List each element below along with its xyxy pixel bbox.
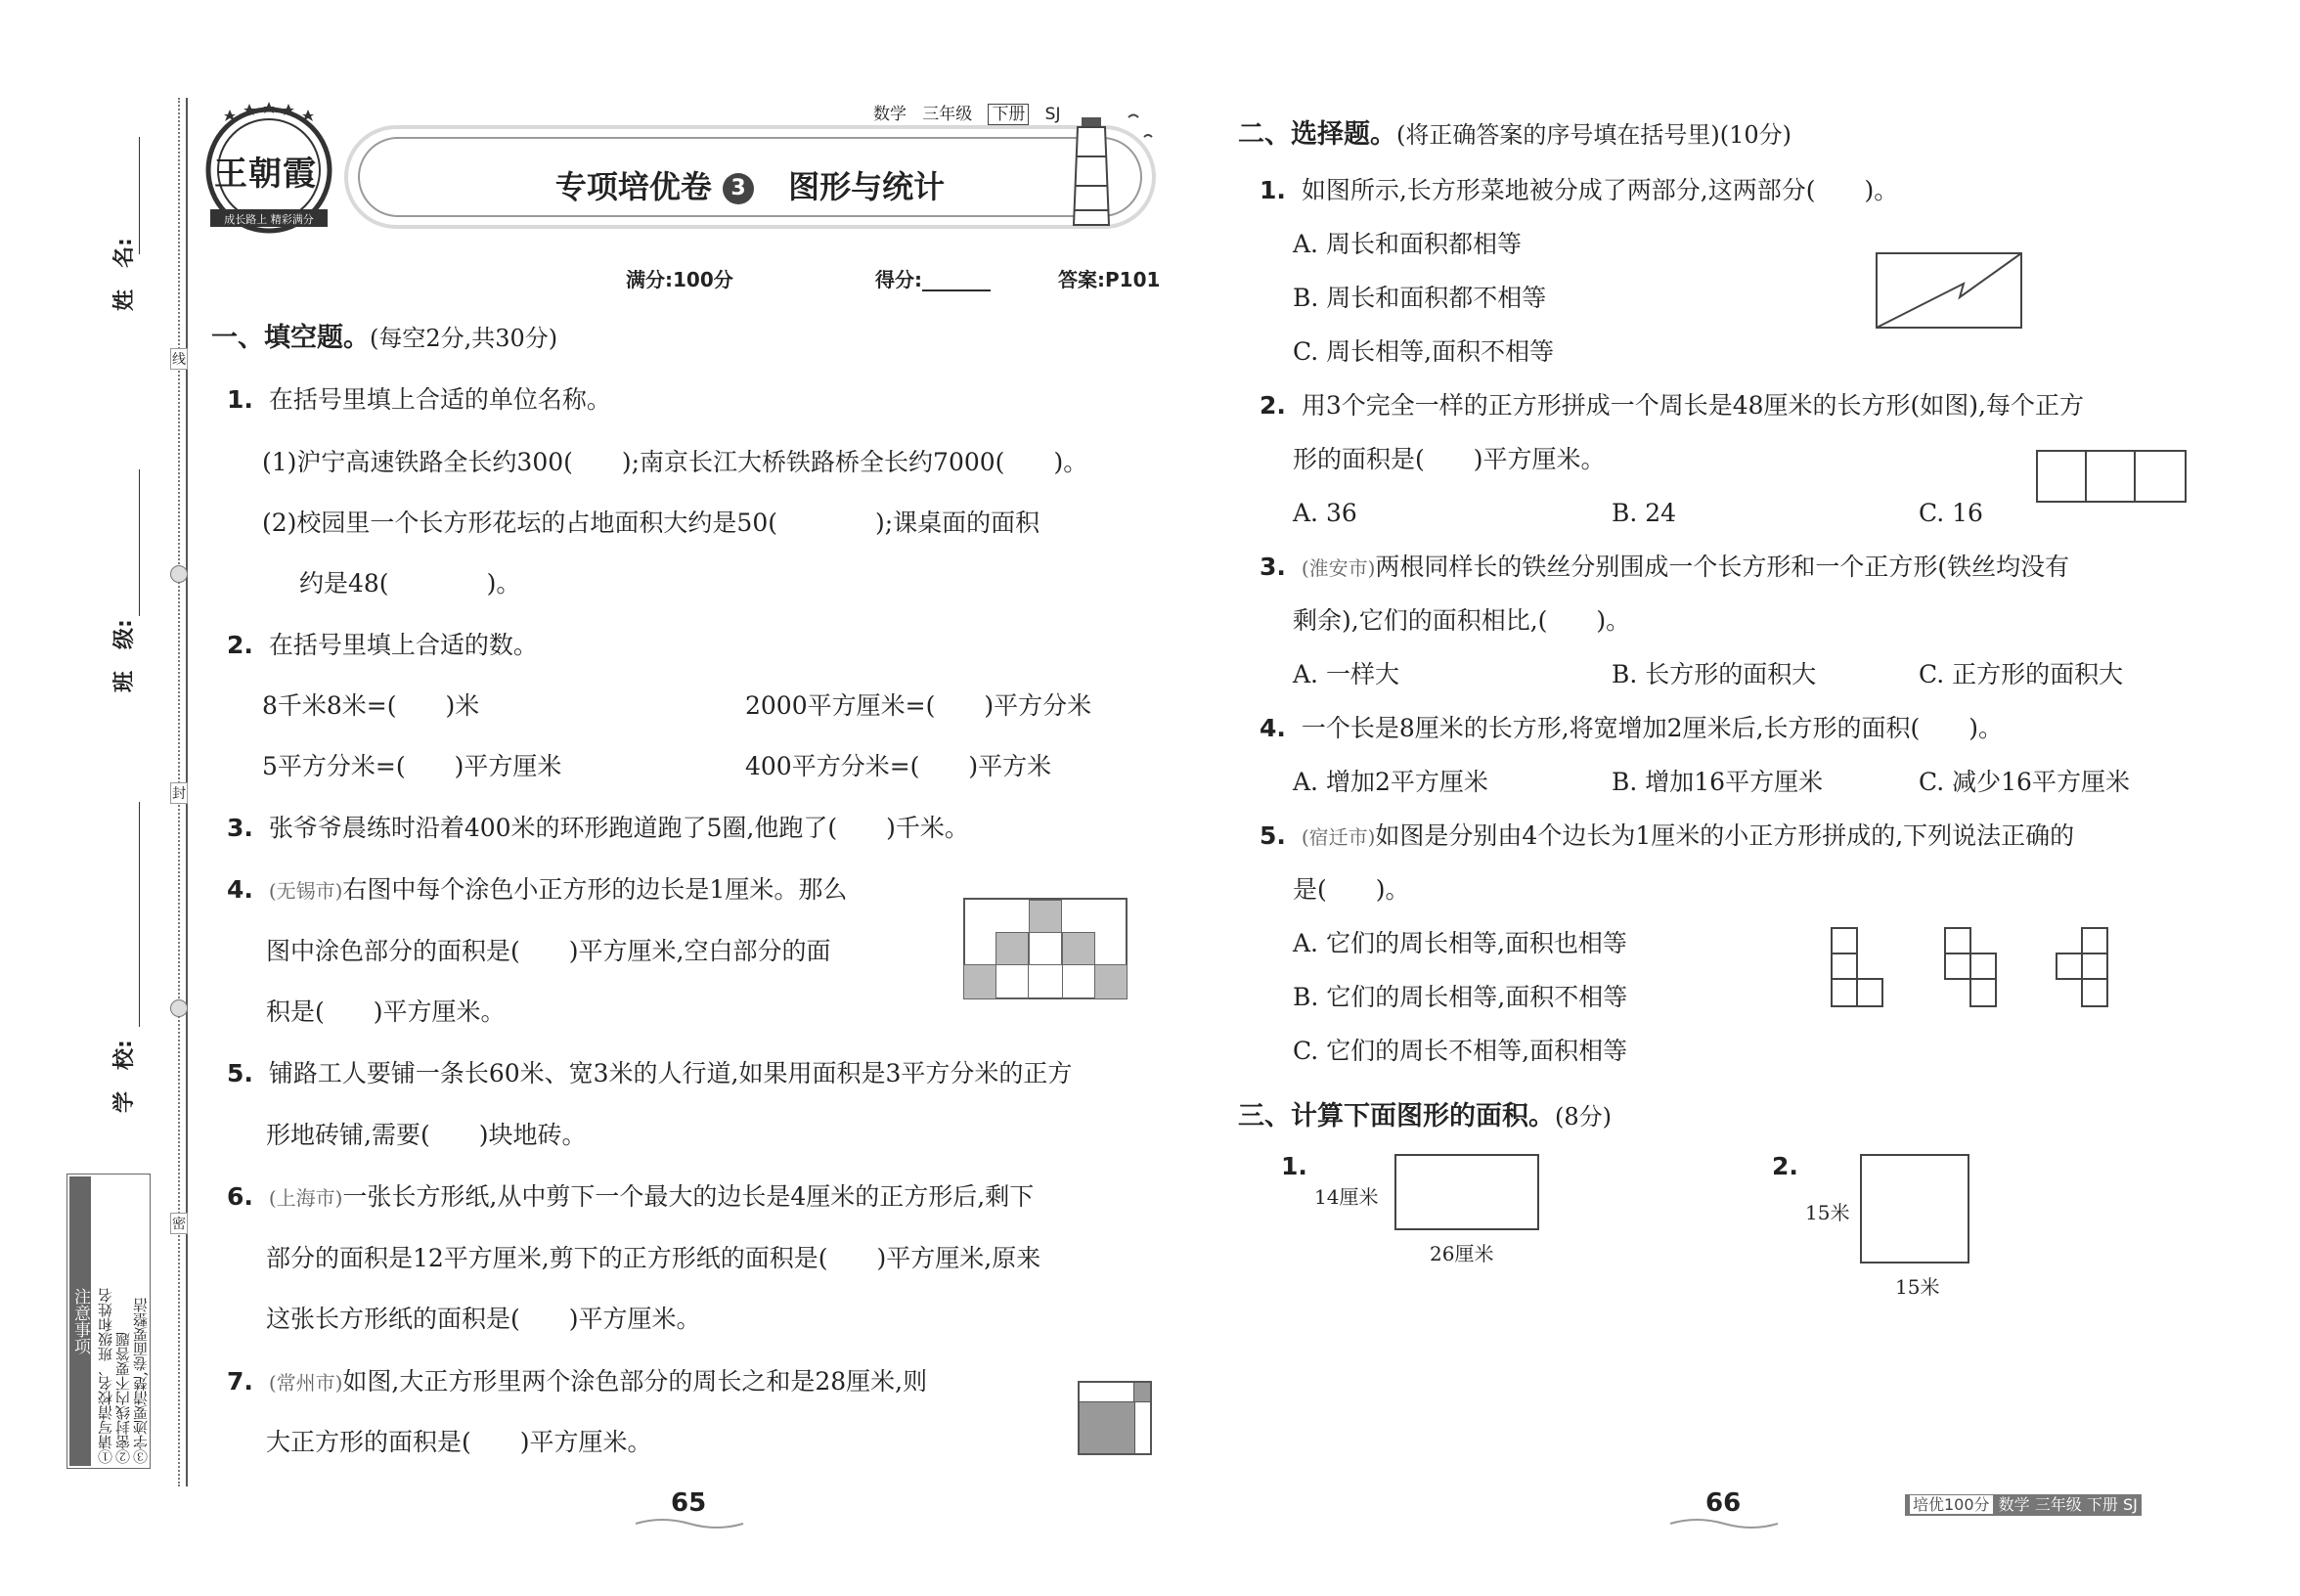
s1-q6-line2: 部分的面积是12平方厘米,剪下的正方形纸的面积是( )平方厘米,原来 [266,1244,1041,1272]
s1-q7-line1: 如图,大正方形里两个涂色部分的周长之和是28厘米,则 [342,1367,928,1396]
s2-q2-option-b[interactable]: B. 24 [1612,499,1677,527]
section2-title: 二、选择题。 [1238,119,1396,150]
badge-grade: 三年级 [2034,1495,2082,1514]
s1-q6-line1: 一张长方形纸,从中剪下一个最大的边长是4厘米的正方形后,剩下 [342,1182,1035,1211]
s1-q4: 4. (无锡市)右图中每个涂色小正方形的边长是1厘米。那么 [227,875,848,904]
badge-series: 培优100分 [1909,1494,1994,1515]
s1-q5-line2: 形地砖铺,需要( )块地砖。 [266,1121,587,1149]
page-title [348,162,1152,207]
s1-q7-line2: 大正方形的面积是( )平方厘米。 [266,1428,652,1456]
s2-q4: 4. 一个长是8厘米的长方形,将宽增加2厘米后,长方形的面积( )。 [1260,714,2004,742]
s2-q1-option-b[interactable]: B. 周长和面积都不相等 [1293,284,1547,312]
section3-heading [1238,1103,1612,1130]
s2-q5-line1: 如图是分别由4个边长为1厘米的小正方形拼成的,下列说法正确的 [1375,821,2075,850]
school-underline [139,802,140,1027]
s1-q4-figure [963,898,1128,999]
s3-fig2-square [1860,1154,1969,1264]
header-tags [873,100,1060,124]
page-wave-right-icon [1670,1516,1778,1531]
s1-q3: 3. 张爷爷晨练时沿着400米的环形跑道跑了5圈,他跑了( )千米。 [227,814,969,842]
binding-mark-secret: 密 [170,1213,188,1234]
name-underline [139,137,140,254]
s1-q2: 2. 在括号里填上合适的数。 [227,631,538,659]
page-wave-left-icon [636,1516,743,1531]
brand-logo [200,100,337,237]
section2-note: (将正确答案的序号填在括号里)(10分) [1396,121,1791,149]
tag-subject: 数学 [873,105,907,124]
s1-q3-text: 张爷爷晨练时沿着400米的环形跑道跑了5圈,他跑了( )千米。 [268,814,969,842]
s3-fig1-label: 1. [1281,1152,1307,1180]
s2-q5-line2: 是( )。 [1293,875,1410,904]
badge-volume: 下册 [2086,1495,2118,1514]
s2-q5: 5. (宿迁市)如图是分别由4个边长为1厘米的小正方形拼成的,下列说法正确的 [1260,821,2075,850]
binding-mark-line: 线 [170,348,188,370]
school-field[interactable] [108,802,147,1115]
notes-line-2: ②密封线内不要答题 [114,1332,132,1464]
s2-q2-option-a[interactable]: A. 36 [1293,499,1357,527]
s2-q5-city: (宿迁市) [1301,825,1376,849]
s2-q4-option-c[interactable]: C. 减少16平方厘米 [1919,768,2130,796]
page-number-right: 66 [1705,1488,1742,1518]
s2-q5-figure-1 [1831,927,1885,1009]
s3-fig1-rect [1394,1154,1539,1230]
s2-q3-city: (淮安市) [1301,556,1376,580]
s3-fig2-height: 15米 [1805,1201,1850,1224]
class-underline [139,469,140,616]
binding-mark-seal: 封 [170,782,188,804]
s1-q1b-line1: (2)校园里一个长方形花坛的占地面积大约是50( );课桌面的面积 [262,509,1040,537]
s1-q1-text: 在括号里填上合适的单位名称。 [268,385,611,414]
s1-q2a: 8千米8米=( )米 [262,691,480,720]
title-topic: 图形与统计 [788,168,946,205]
s2-q1: 1. 如图所示,长方形菜地被分成了两部分,这两部分( )。 [1260,176,1899,204]
s1-q1a: (1)沪宁高速铁路全长约300( );南京长江大桥铁路桥全长约7000( )。 [262,448,1088,476]
section1-note: (每空2分,共30分) [370,325,558,352]
s2-q3-option-c[interactable]: C. 正方形的面积大 [1919,660,2124,688]
section1-title: 一、填空题。 [211,323,370,353]
s3-fig1-width: 26厘米 [1430,1242,1494,1265]
s2-q1-option-a[interactable]: A. 周长和面积都相等 [1293,230,1522,258]
title-prefix: 专项培优卷 [554,168,712,205]
s2-q4-option-b[interactable]: B. 增加16平方厘米 [1612,768,1824,796]
s1-q6-city: (上海市) [268,1186,343,1210]
s1-q7: 7. (常州市)如图,大正方形里两个涂色部分的周长之和是28厘米,则 [227,1367,928,1396]
s2-q4-text: 一个长是8厘米的长方形,将宽增加2厘米后,长方形的面积( )。 [1301,714,2004,742]
s1-q2c: 5平方分米=( )平方厘米 [262,752,562,780]
s2-q5-option-b[interactable]: B. 它们的周长相等,面积不相等 [1293,983,1628,1011]
title-number-badge: 3 [723,173,754,204]
s1-q4-city: (无锡市) [268,879,343,903]
s3-fig1-height: 14厘米 [1314,1185,1379,1209]
section3-note: (8分) [1555,1103,1612,1130]
s2-q3-option-a[interactable]: A. 一样大 [1293,660,1399,688]
s2-q2-line1: 用3个完全一样的正方形拼成一个周长是48厘米的长方形(如图),每个正方 [1301,391,2084,420]
s2-q2-option-c[interactable]: C. 16 [1919,499,1983,527]
s1-q1b-line2: 约是48( )。 [299,569,521,598]
class-label: 班 级: [112,619,137,692]
s2-q3-line2: 剩余),它们的面积相比,( )。 [1293,606,1631,635]
s1-q2-text: 在括号里填上合适的数。 [268,631,538,659]
title-banner [344,125,1156,229]
s2-q2: 2. 用3个完全一样的正方形拼成一个周长是48厘米的长方形(如图),每个正方 [1260,391,2084,420]
footer-badge [1905,1494,2142,1516]
s2-q2-figure [2036,450,2187,503]
full-score: 满分:100分 [626,268,733,291]
s3-fig2-width: 15米 [1895,1275,1940,1299]
badge-edition: SJ [2122,1495,2138,1514]
section1-heading [211,325,557,351]
s1-q4-line2: 图中涂色部分的面积是( )平方厘米,空白部分的面 [266,937,831,965]
section3-title: 三、计算下面图形的面积。 [1238,1101,1555,1131]
school-label: 学 校: [112,1040,137,1113]
s1-q7-figure [1078,1381,1152,1455]
s1-q2b: 2000平方厘米=( )平方分米 [745,691,1092,720]
notes-box [66,1174,151,1469]
s1-q5-line1: 铺路工人要铺一条长60米、宽3米的人行道,如果用面积是3平方分米的正方 [268,1059,1073,1087]
lighthouse-icon [1070,98,1177,235]
binding-circle-1 [170,565,188,583]
s2-q5-figure-3 [2056,927,2110,1009]
tag-grade: 三年级 [922,105,973,124]
name-label: 姓 名: [112,238,137,311]
s1-q6: 6. (上海市)一张长方形纸,从中剪下一个最大的边长是4厘米的正方形后,剩下 [227,1182,1035,1211]
score-field[interactable]: 得分:_______ [875,268,991,291]
notes-title: 注意事项 [69,1176,91,1466]
s2-q2-line2: 形的面积是( )平方厘米。 [1293,445,1606,473]
s2-q5-option-a[interactable]: A. 它们的周长相等,面积也相等 [1293,929,1627,957]
s2-q4-option-a[interactable]: A. 增加2平方厘米 [1293,768,1488,796]
notes-line-1: ①请写清校名、班级和姓名 [97,1288,114,1464]
s1-q4-line3: 积是( )平方厘米。 [266,998,506,1026]
logo-slogan: 成长路上 精彩满分 [224,213,314,226]
section2-heading [1238,121,1791,148]
name-field[interactable] [108,137,147,332]
notes-line-3: ③字迹要清楚,卷面要整洁 [132,1298,150,1464]
s2-q1-figure [1876,252,2022,331]
s3-fig2-label: 2. [1772,1152,1798,1180]
s1-q6-line3: 这张长方形纸的面积是( )平方厘米。 [266,1305,701,1333]
tag-edition: SJ [1044,105,1061,124]
class-field[interactable] [108,469,147,694]
page-number-left: 65 [671,1488,707,1518]
s1-q4-line1: 右图中每个涂色小正方形的边长是1厘米。那么 [342,875,848,904]
answer-ref: 答案:P101 [1058,268,1161,291]
s2-q3-option-b[interactable]: B. 长方形的面积大 [1612,660,1817,688]
s1-q5: 5. 铺路工人要铺一条长60米、宽3米的人行道,如果用面积是3平方分米的正方 [227,1059,1073,1087]
s1-q1: 1. 在括号里填上合适的单位名称。 [227,385,611,414]
s1-q2d: 400平方分米=( )平方米 [745,752,1052,780]
s2-q5-option-c[interactable]: C. 它们的周长不相等,面积相等 [1293,1037,1628,1065]
s2-q5-figure-2 [1944,927,1999,1009]
s2-q3-line1: 两根同样长的铁丝分别围成一个长方形和一个正方形(铁丝均没有 [1375,553,2070,581]
badge-subject: 数学 [1998,1495,2030,1514]
logo-text: 王朝霞 [214,155,317,194]
s2-q3: 3. (淮安市)两根同样长的铁丝分别围成一个长方形和一个正方形(铁丝均没有 [1260,553,2070,581]
s2-q1-option-c[interactable]: C. 周长相等,面积不相等 [1293,337,1555,366]
tag-volume: 下册 [988,104,1029,125]
binding-circle-2 [170,999,188,1017]
s1-q7-city: (常州市) [268,1371,343,1395]
s2-q1-text: 如图所示,长方形菜地被分成了两部分,这两部分( )。 [1301,176,1899,204]
